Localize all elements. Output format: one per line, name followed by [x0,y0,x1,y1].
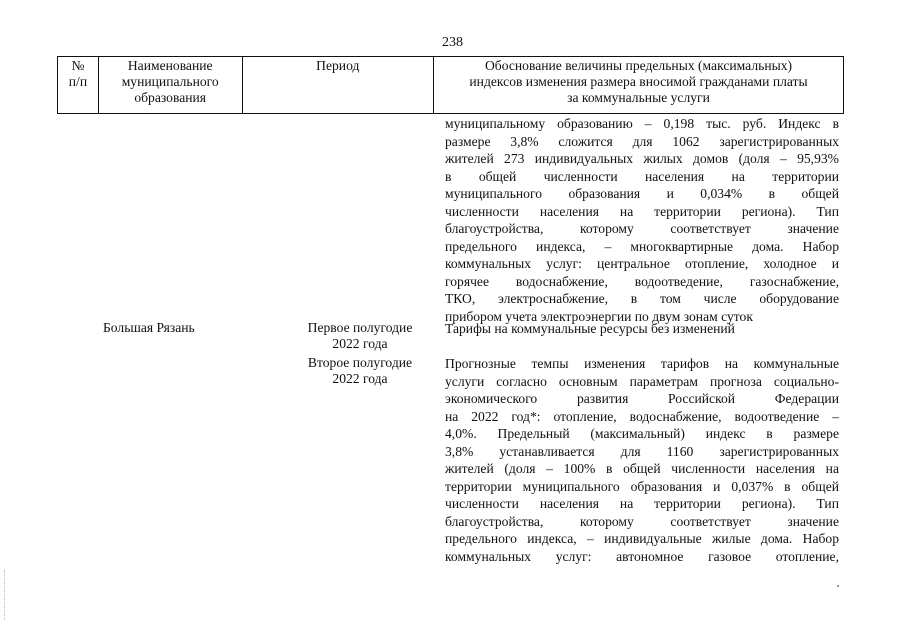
text-line: благоустройства, которому соответствует значение [445,513,839,529]
text-line: предельного индекса, – индивидуальные жилые дома. Набор [445,531,839,547]
text-line: жителей (доля – 100% в общей численности населения на [445,461,839,477]
header-col-number [58,57,99,113]
text-line: горячее водоснабжение, водоотведение, газоснабжение, [445,273,839,289]
text-line: ТКО, электроснабжение, в том числе оборудование [445,291,839,307]
municipality-name: Большая Рязань [103,320,195,335]
text-line: 3,8% устанавливается для 1160 зарегистрированных [445,443,839,459]
period-line: 2022 года [332,336,388,351]
text-line: муниципального образования и 0,034% в общей [445,186,839,202]
text-line: муниципальному образованию – 0,198 тыс. руб. Индекс в [445,116,839,131]
header-col-period [243,57,435,113]
period-first-half [296,320,424,352]
period-line: Второе полугодие [307,355,413,370]
table-header [57,56,844,114]
text-line: численности населения на территории региона). Тип [445,496,839,512]
text-line: на 2022 год*: отопление, водоснабжение, водоотведение – [445,408,839,424]
header-col-justification [434,57,843,113]
header-col-number-line: № [71,58,85,73]
text-line: Тарифы на коммунальные ресурсы без изменений [445,321,735,336]
text-line: прибором учета электроэнергии по двум зонам суток [445,309,753,325]
period-first-text [445,320,839,338]
header-col-justification-line: Обоснование величины предельных (максимальных) [484,58,793,73]
header-col-name-line: Наименование [127,58,213,73]
period-line: 2022 года [332,371,388,386]
text-line: предельного индекса, – многоквартирные дома. Набор [445,238,839,254]
text-line: экономического развития Российской Федерации [445,391,839,407]
header-col-name-line: муниципального [121,74,219,89]
text-line: 4,0%. Предельный (максимальный) индекс в размере [445,426,839,442]
scan-speck [837,585,839,587]
period-second-half [296,355,424,387]
text-line: жителей 273 индивидуальных жилых домов (доля – 95,93% [445,151,839,167]
period-second-paragraph [445,355,839,566]
text-line: коммунальных услуг: автономное газовое отопление, [445,549,839,565]
text-line: благоустройства, которому соответствует значение [445,221,839,237]
header-col-period-line: Период [316,58,360,73]
text-line: численности населения на территории региона). Тип [445,203,839,219]
header-col-justification-line: индексов изменения размера вносимой гражданами платы [469,74,808,89]
period-line: Первое полугодие [307,320,413,335]
header-col-name-line: образования [134,90,207,105]
text-line: в общей численности населения на территории [445,168,839,184]
text-line: услуги согласно основным параметрам прогноза социально- [445,373,839,389]
header-col-number-line: п/п [68,74,88,89]
header-col-justification-line: за коммунальные услуги [567,90,710,105]
text-line: коммунальных услуг: центральное отопление, холодное и [445,256,839,272]
header-col-name [99,57,243,113]
page-number: 238 [442,35,463,50]
text-line: Прогнозные темпы изменения тарифов на коммунальные [445,356,839,371]
continuation-paragraph [445,115,839,326]
text-line: размере 3,8% сложится для 1062 зарегистрированных [445,133,839,149]
text-line: территории муниципального образования и 0,037% в общей [445,478,839,494]
scan-edge-artifact [4,570,7,620]
